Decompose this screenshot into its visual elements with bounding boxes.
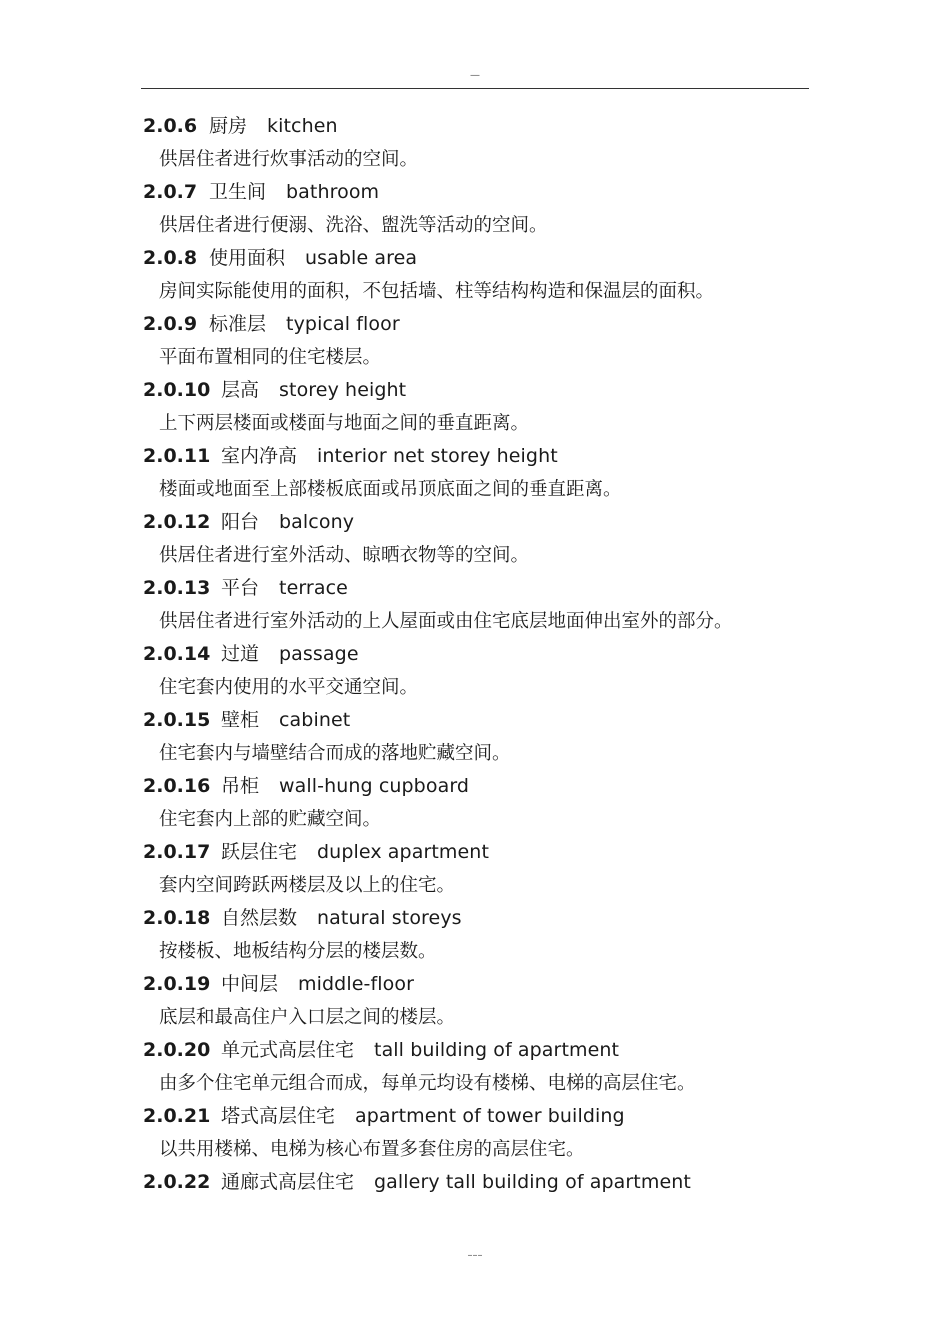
term-code: 2.0.10 <box>143 379 211 401</box>
term-definition: 楼面或地面至上部楼板底面或吊顶底面之间的垂直距离。 <box>159 479 622 500</box>
term-english: duplex apartment <box>317 841 489 863</box>
term-chinese: 室内净高 <box>221 445 298 467</box>
term-definition: 房间实际能使用的面积，不包括墙、柱等结构构造和保温层的面积。 <box>159 281 715 302</box>
term-definition: 供居住者进行便溺、洗浴、盥洗等活动的空间。 <box>159 215 548 236</box>
term-chinese: 厨房 <box>209 115 248 137</box>
term-entry <box>143 308 803 374</box>
term-heading <box>143 242 803 275</box>
term-english: kitchen <box>267 115 338 137</box>
term-heading <box>143 176 803 209</box>
term-entry <box>143 440 803 506</box>
term-code: 2.0.13 <box>143 577 211 599</box>
term-chinese: 标准层 <box>209 313 267 335</box>
term-chinese: 单元式高层住宅 <box>221 1039 355 1061</box>
term-english: cabinet <box>279 709 351 731</box>
term-entry <box>143 374 803 440</box>
term-english: usable area <box>305 247 418 269</box>
term-english: wall-hung cupboard <box>279 775 470 797</box>
term-chinese: 使用面积 <box>209 247 286 269</box>
term-definition: 以共用楼梯、电梯为核心布置多套住房的高层住宅。 <box>159 1139 585 1160</box>
term-entry <box>143 176 803 242</box>
term-entry <box>143 704 803 770</box>
page-footer-mark: ––– <box>467 1250 483 1261</box>
term-code: 2.0.7 <box>143 181 198 203</box>
term-entry <box>143 506 803 572</box>
term-chinese: 塔式高层住宅 <box>221 1105 336 1127</box>
term-entry <box>143 968 803 1034</box>
term-entry <box>143 1166 803 1199</box>
term-code: 2.0.6 <box>143 115 198 137</box>
term-entry <box>143 1100 803 1166</box>
term-definition: 住宅套内上部的贮藏空间。 <box>159 809 382 830</box>
term-entry <box>143 572 803 638</box>
term-english: typical floor <box>286 313 400 335</box>
term-heading <box>143 308 803 341</box>
term-entry <box>143 1034 803 1100</box>
page-header-mark: — <box>470 70 480 81</box>
term-chinese: 卫生间 <box>209 181 267 203</box>
term-chinese: 通廊式高层住宅 <box>221 1171 355 1193</box>
term-heading <box>143 638 803 671</box>
term-code: 2.0.12 <box>143 511 211 533</box>
term-entry <box>143 110 803 176</box>
term-code: 2.0.17 <box>143 841 211 863</box>
term-entry <box>143 242 803 308</box>
term-code: 2.0.8 <box>143 247 198 269</box>
term-english: middle-floor <box>298 973 414 995</box>
term-heading <box>143 440 803 473</box>
term-entry <box>143 902 803 968</box>
term-definition: 套内空间跨跃两楼层及以上的住宅。 <box>159 875 456 896</box>
term-definition: 底层和最高住户入口层之间的楼层。 <box>159 1007 456 1028</box>
term-chinese: 中间层 <box>221 973 279 995</box>
term-definition: 由多个住宅单元组合而成，每单元均设有楼梯、电梯的高层住宅。 <box>159 1073 696 1094</box>
term-chinese: 过道 <box>221 643 260 665</box>
term-english: terrace <box>279 577 348 599</box>
term-heading <box>143 1100 803 1133</box>
term-english: interior net storey height <box>317 445 558 467</box>
term-definition: 供居住者进行室外活动的上人屋面或由住宅底层地面伸出室外的部分。 <box>159 611 733 632</box>
term-definition: 供居住者进行炊事活动的空间。 <box>159 149 419 170</box>
term-code: 2.0.18 <box>143 907 211 929</box>
term-code: 2.0.22 <box>143 1171 211 1193</box>
term-english: natural storeys <box>317 907 462 929</box>
term-entry <box>143 836 803 902</box>
term-definition: 按楼板、地板结构分层的楼层数。 <box>159 941 437 962</box>
term-chinese: 平台 <box>221 577 260 599</box>
term-english: storey height <box>279 379 407 401</box>
term-heading <box>143 110 803 143</box>
term-english: balcony <box>279 511 355 533</box>
term-entry <box>143 770 803 836</box>
term-code: 2.0.21 <box>143 1105 211 1127</box>
term-heading <box>143 968 803 1001</box>
term-definition: 住宅套内与墙壁结合而成的落地贮藏空间。 <box>159 743 511 764</box>
term-code: 2.0.16 <box>143 775 211 797</box>
terms-list <box>143 110 803 1199</box>
term-code: 2.0.9 <box>143 313 198 335</box>
term-definition: 供居住者进行室外活动、晾晒衣物等的空间。 <box>159 545 530 566</box>
term-code: 2.0.14 <box>143 643 211 665</box>
term-chinese: 吊柜 <box>221 775 260 797</box>
term-chinese: 自然层数 <box>221 907 298 929</box>
term-heading <box>143 1166 803 1199</box>
term-heading <box>143 572 803 605</box>
term-code: 2.0.19 <box>143 973 211 995</box>
term-definition: 上下两层楼面或楼面与地面之间的垂直距离。 <box>159 413 530 434</box>
term-heading <box>143 902 803 935</box>
term-heading <box>143 836 803 869</box>
term-entry <box>143 638 803 704</box>
term-definition: 平面布置相同的住宅楼层。 <box>159 347 382 368</box>
term-english: apartment of tower building <box>355 1105 625 1127</box>
term-code: 2.0.20 <box>143 1039 211 1061</box>
term-chinese: 层高 <box>221 379 260 401</box>
term-heading <box>143 374 803 407</box>
term-chinese: 壁柜 <box>221 709 260 731</box>
term-heading <box>143 704 803 737</box>
term-code: 2.0.15 <box>143 709 211 731</box>
term-english: bathroom <box>286 181 380 203</box>
header-rule <box>141 88 809 89</box>
term-code: 2.0.11 <box>143 445 211 467</box>
term-heading <box>143 506 803 539</box>
term-english: passage <box>279 643 359 665</box>
term-heading <box>143 770 803 803</box>
term-english: gallery tall building of apartment <box>374 1171 691 1193</box>
term-heading <box>143 1034 803 1067</box>
term-english: tall building of apartment <box>374 1039 620 1061</box>
term-chinese: 跃层住宅 <box>221 841 298 863</box>
term-definition: 住宅套内使用的水平交通空间。 <box>159 677 419 698</box>
term-chinese: 阳台 <box>221 511 260 533</box>
